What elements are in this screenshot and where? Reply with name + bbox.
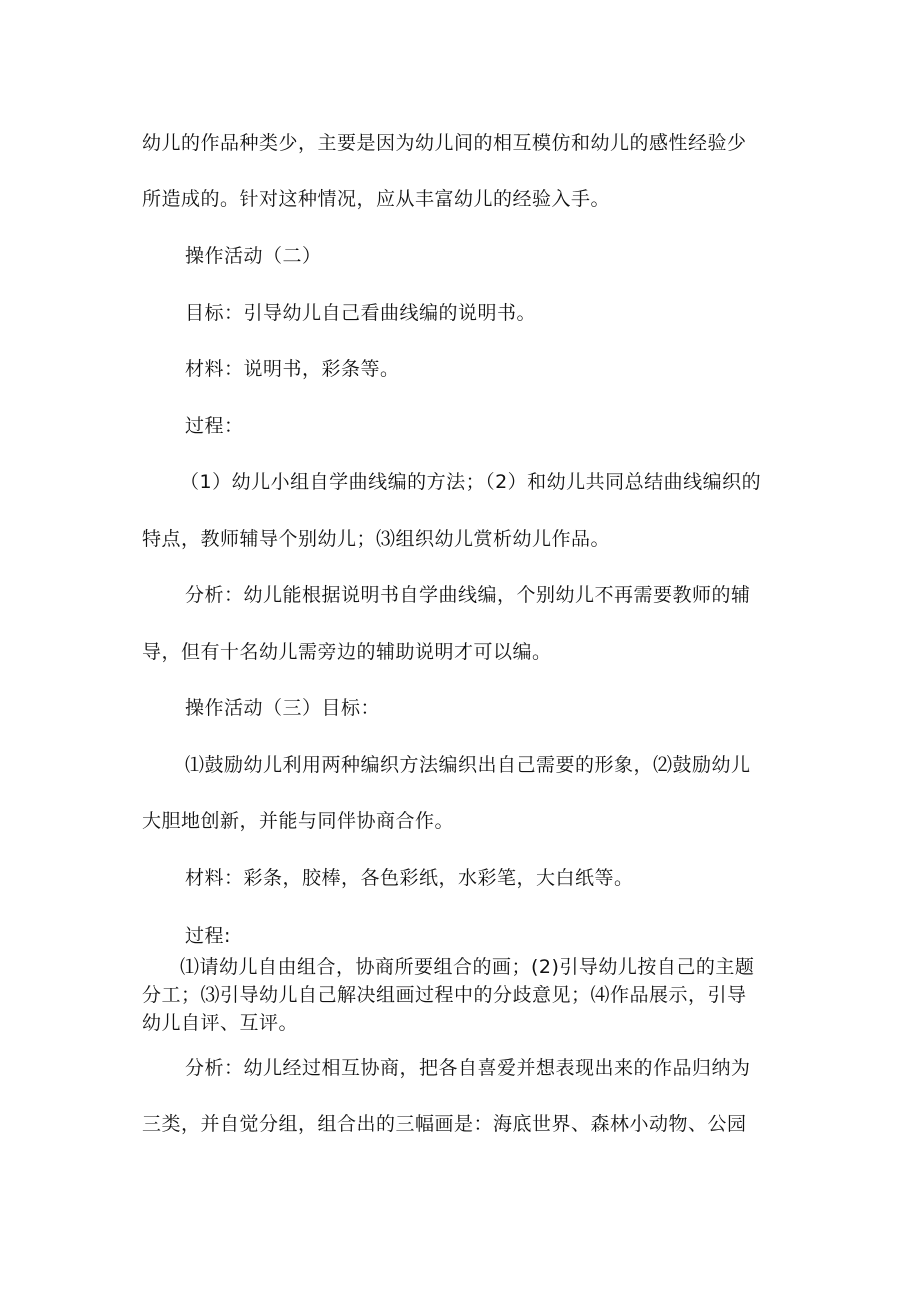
section-heading: 操作活动（三）目标： [185, 697, 381, 719]
section-heading: 操作活动（二） [185, 245, 322, 267]
paragraph-line: 过程: [185, 925, 231, 947]
paragraph-line: 三类，并自觉分组，组合出的三幅画是：海底世界、森林小动物、公园 [142, 1113, 747, 1135]
paragraph-line: 目标：引导幼儿自己看曲线编的说明书。 [185, 302, 537, 324]
paragraph-line: 幼儿自评、互评。 [142, 1012, 299, 1034]
paragraph-line: （1）幼儿小组自学曲线编的方法；（2）和幼儿共同总结曲线编织的 [180, 471, 762, 493]
paragraph-line: 导，但有十名幼儿需旁边的辅助说明才可以编。 [142, 641, 552, 663]
paragraph-line: 分工；⑶引导幼儿自己解决组画过程中的分歧意见；⑷作品展示，引导 [142, 984, 747, 1006]
paragraph-line: 材料：说明书，彩条等。 [185, 358, 400, 380]
paragraph-line: 分析：幼儿能根据说明书自学曲线编，个别幼儿不再需要教师的辅 [185, 584, 751, 606]
paragraph-line: 幼儿的作品种类少，主要是因为幼儿间的相互模仿和幼儿的感性经验少 [142, 132, 747, 154]
paragraph-line: ⑴请幼儿自由组合，协商所要组合的画；(2)引导幼儿按自己的主题 [180, 956, 755, 978]
paragraph-line: 分析：幼儿经过相互协商，把各自喜爱并想表现出来的作品归纳为 [185, 1057, 751, 1079]
paragraph-line: 特点，教师辅导个别幼儿；⑶组织幼儿赏析幼儿作品。 [142, 528, 611, 550]
paragraph-line: 所造成的。针对这种情况，应从丰富幼儿的经验入手。 [142, 188, 611, 210]
paragraph-line: 大胆地创新，并能与同伴协商合作。 [142, 810, 455, 832]
paragraph-line: 过程： [185, 415, 244, 437]
paragraph-line: 材料：彩条，胶棒，各色彩纸，水彩笔，大白纸等。 [185, 867, 634, 889]
paragraph-line: ⑴鼓励幼儿利用两种编织方法编织出自己需要的形象，⑵鼓励幼儿 [185, 754, 751, 776]
